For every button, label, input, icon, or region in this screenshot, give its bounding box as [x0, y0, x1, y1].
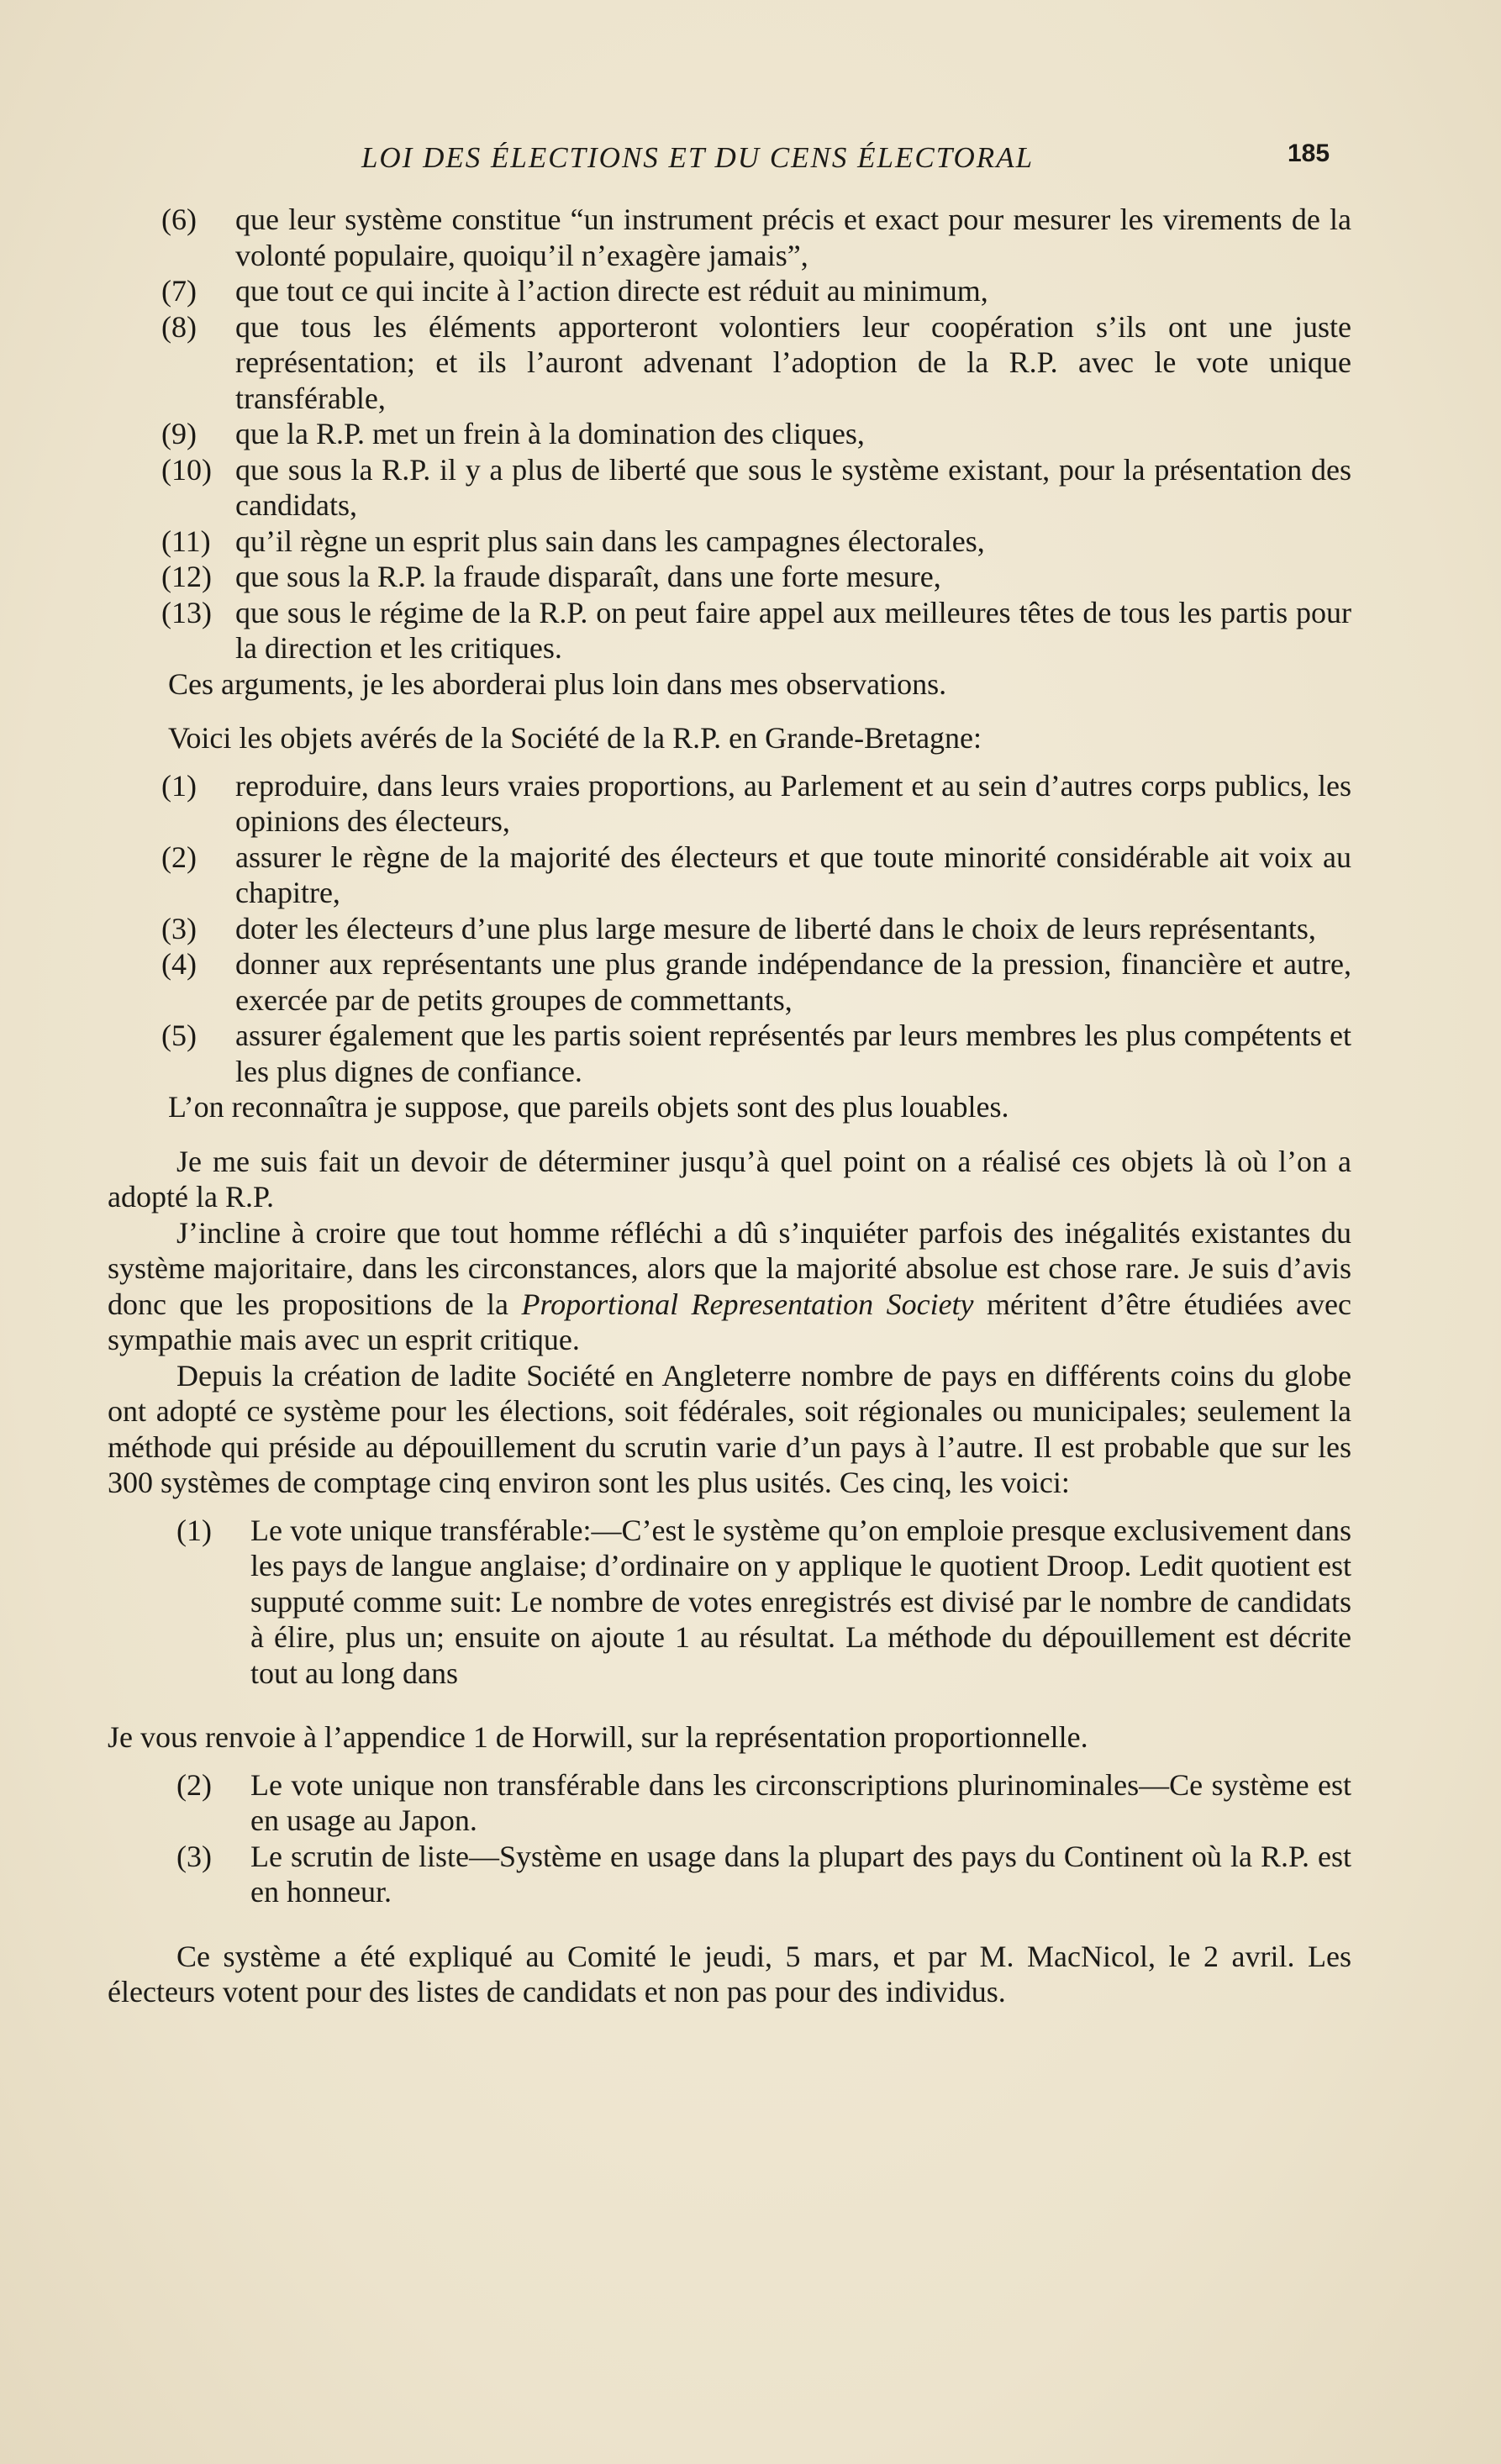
list-item: [108, 1767, 1351, 1839]
page-number: 185: [1288, 140, 1330, 167]
list-item: [108, 524, 1351, 560]
list-item-text: que sous la R.P. il y a plus de liberté que sous le système existant, pour la présentation des candidats,: [235, 452, 1351, 522]
list-item: [108, 1839, 1351, 1910]
list-number: (5): [161, 1019, 197, 1052]
list-number: (1): [176, 1513, 212, 1547]
list-item: [108, 1018, 1351, 1089]
paragraph-arguments: Ces arguments, je les aborderai plus loin dans mes observations.: [168, 666, 947, 701]
paragraph-explique: Ce système a été expliqué au Comité le jeudi, 5 mars, et par M. MacNicol, le 2 avril. Les électeurs votent pour des listes de candidats et non pas pour des individus.: [108, 1939, 1351, 2009]
list-item-text: assurer le règne de la majorité des électeurs et que toute minorité considérable ait voix au chapitre,: [235, 840, 1351, 909]
list-item: [108, 309, 1351, 417]
list-item: [108, 559, 1351, 595]
list-number: (9): [161, 417, 197, 450]
paragraph-reconnaitra: L’on reconnaîtra je suppose, que pareils objets sont des plus louables.: [168, 1090, 1009, 1124]
list-item-text: que leur système constitue “un instrument précis et exact pour mesurer les virements de la volonté populaire, quoiqu’il n’exagère jamais”,: [235, 203, 1351, 272]
list-number: (3): [161, 911, 197, 945]
list-number: (6): [161, 203, 197, 236]
list-item-text: que la R.P. met un frein à la domination des cliques,: [235, 417, 865, 450]
numbered-list-objets: [108, 768, 1351, 1090]
list-number: (13): [161, 595, 212, 629]
list-number: (7): [161, 274, 197, 308]
list-item-text: Le vote unique transférable:—C’est le système qu’on emploie presque exclusivement dans les pays de langue anglaise; d’ordinaire on y applique le quotient Droop. Ledit quotient est supputé comme suit: Le nombre de votes enregistrés est divisé par le nombre de candidats à élire, plus un; ensuite on ajoute 1 au résultat. La méthode du dépouillement est décrite tout au long dans: [250, 1513, 1351, 1690]
list-number: (12): [161, 560, 212, 593]
list-item: [108, 768, 1351, 840]
list-item-text: donner aux représentants une plus grande indépendance de la pression, financière et autre, exercée par de petits groupes de commettants,: [235, 947, 1351, 1017]
paragraph-renvoie: Je vous renvoie à l’appendice 1 de Horwill, sur la représentation proportionnelle.: [108, 1720, 1088, 1754]
list-item-text: Le vote unique non transférable dans les circonscriptions plurinominales—Ce système est en usage au Japon.: [250, 1767, 1351, 1837]
list-number: (4): [161, 947, 197, 981]
list-item-text: qu’il règne un esprit plus sain dans les campagnes électorales,: [235, 524, 985, 558]
paragraph-incline-text-b: méritent d’être étudiées avec sympathie mais avec un esprit critique.: [108, 1287, 1351, 1356]
list-item-text: reproduire, dans leurs vraies proportions, au Parlement et au sein d’autres corps publics, les opinions des électeurs,: [235, 768, 1351, 838]
list-number: (10): [161, 452, 212, 487]
list-item: [108, 911, 1351, 947]
list-number: (1): [161, 768, 197, 803]
paragraph-devoir: Je me suis fait un devoir de déterminer jusqu’à quel point on a réalisé ces objets là où l’on a adopté la R.P.: [108, 1144, 1351, 1214]
list-item-text: Le scrutin de liste—Système en usage dans la plupart des pays du Continent où la R.P. est en honneur.: [250, 1839, 1351, 1909]
paragraph-incline-text-a: J’incline à croire que tout homme réfléchi a dû s’inquiéter parfois des inégalités existantes du système majoritaire, dans les circonstances, alors que la majorité absolue est chose rare. Je suis d’avis donc que les propositions de la: [108, 1215, 1351, 1321]
society-name-italic: Proportional Representation Society: [521, 1287, 974, 1321]
list-item-text: doter les électeurs d’une plus large mesure de liberté dans le choix de leurs représentants,: [235, 911, 1316, 945]
list-number: (2): [161, 840, 197, 874]
list-item: [108, 840, 1351, 911]
list-number: (11): [161, 524, 211, 558]
list-number: (3): [176, 1839, 212, 1873]
list-item-text: que sous la R.P. la fraude disparaît, dans une forte mesure,: [235, 560, 941, 593]
list-number: (8): [161, 309, 197, 344]
list-item: [108, 595, 1351, 666]
list-number: (2): [176, 1767, 212, 1802]
body-text: [108, 202, 1351, 2010]
list-item: [108, 946, 1351, 1018]
list-item: [108, 452, 1351, 524]
list-item: [108, 1513, 1351, 1692]
list-item-text: que sous le régime de la R.P. on peut faire appel aux meilleures têtes de tous les partis pour la direction et les critiques.: [235, 595, 1351, 665]
running-header: LOI DES ÉLECTIONS ET DU CENS ÉLECTORAL: [361, 141, 1035, 174]
list-item: [108, 416, 1351, 452]
paragraph-depuis: Depuis la création de ladite Société en Angleterre nombre de pays en différents coins du globe ont adopté ce système pour les élections, soit fédérales, soit régionales ou municipales; seulement la méthode qui préside au dépouillement du scrutin varie d’un pays à l’autre. Il est probable que sur les 300 systèmes de comptage cinq environ sont les plus usités. Ces cinq, les voici:: [108, 1358, 1351, 1499]
list-item: [108, 273, 1351, 309]
paragraph-incline: [108, 1215, 1351, 1358]
list-item: [108, 202, 1351, 273]
list-item-text: que tout ce qui incite à l’action directe est réduit au minimum,: [235, 274, 988, 308]
list-item-text: assurer également que les partis soient représentés par leurs membres les plus compétents et les plus dignes de confiance.: [235, 1019, 1351, 1088]
list-item-text: que tous les éléments apporteront volontiers leur coopération s’ils ont une juste représentation; et ils l’auront advenant l’adoption de la R.P. avec le vote unique transférable,: [235, 309, 1351, 415]
paragraph-objets-intro: Voici les objets avérés de la Société de la R.P. en Grande-Bretagne:: [168, 721, 982, 755]
numbered-list-arguments: [108, 202, 1351, 666]
